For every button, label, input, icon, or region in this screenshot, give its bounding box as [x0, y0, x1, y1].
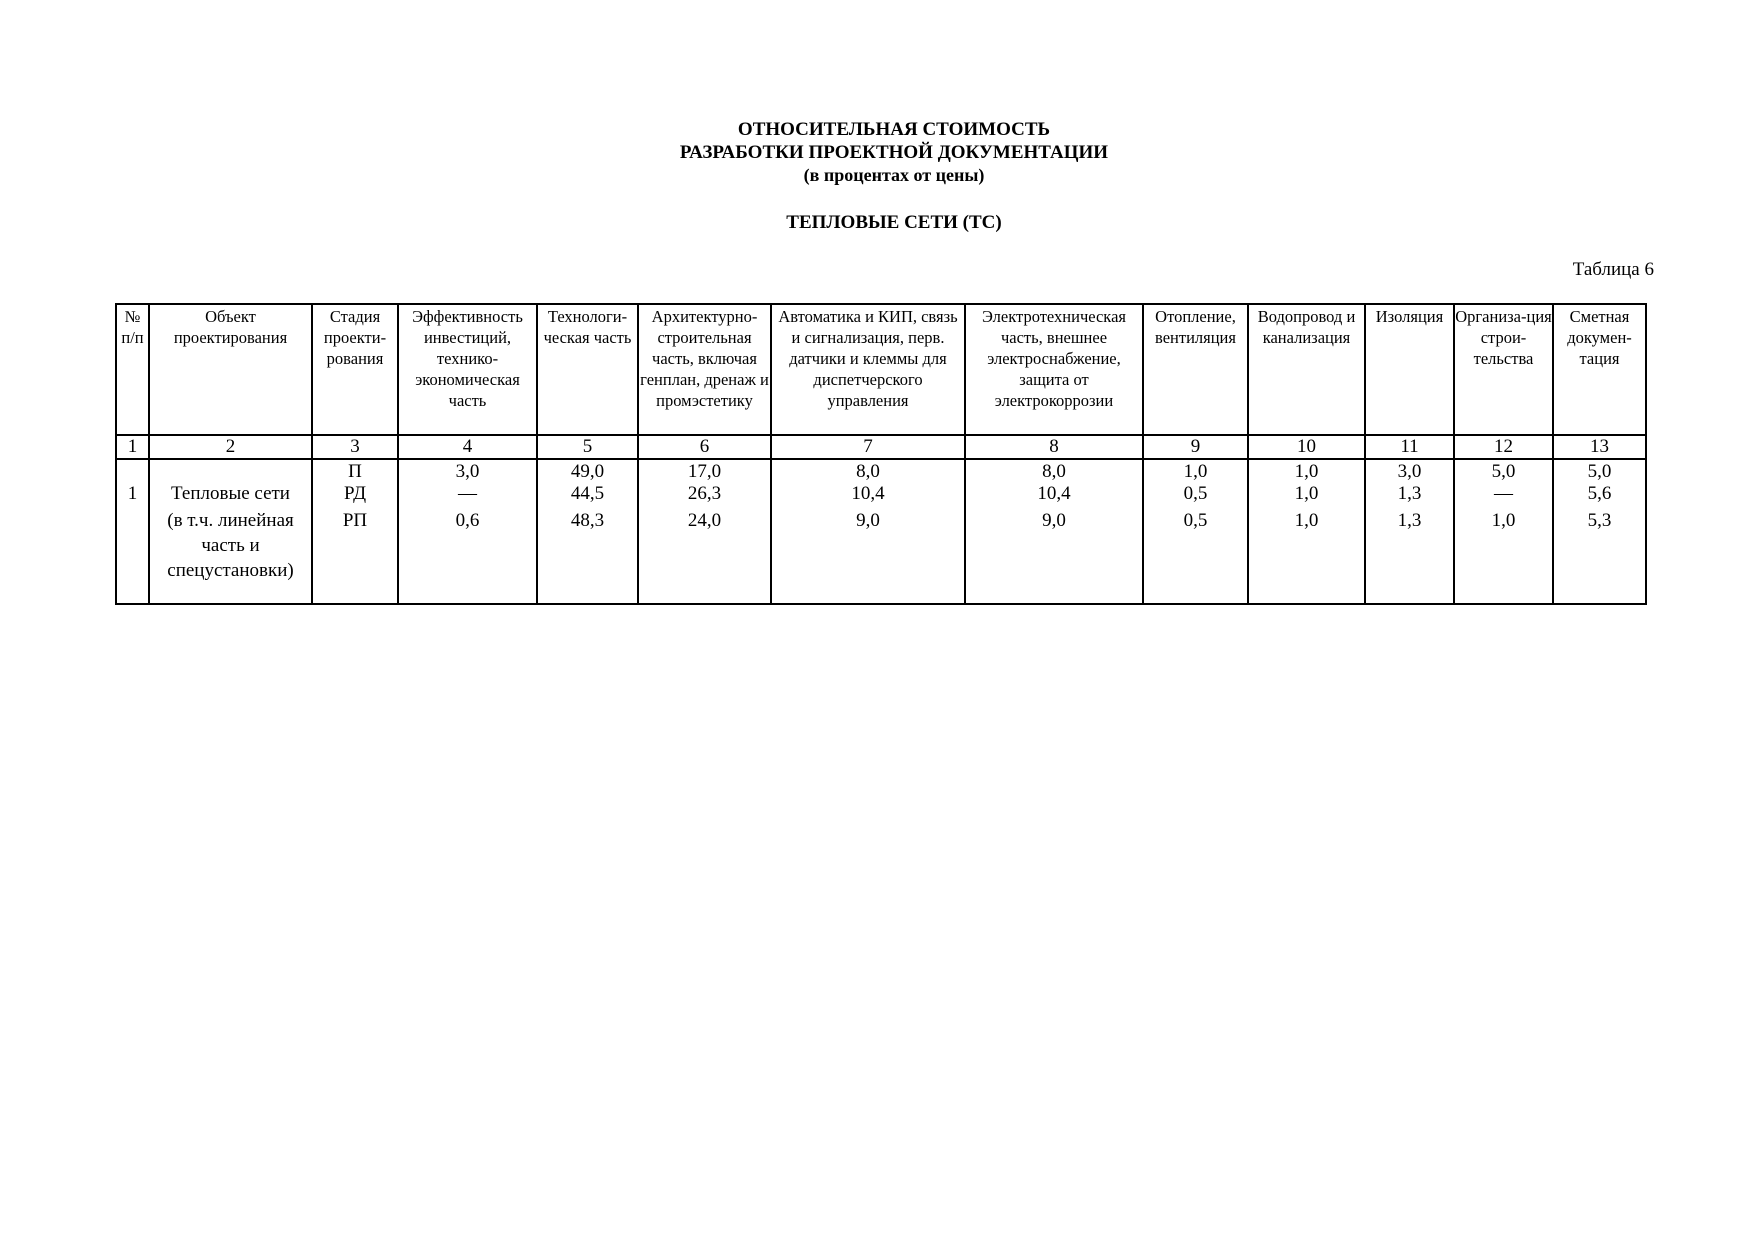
- value-cell: 1,0: [1248, 459, 1365, 483]
- value-cell: 0,5: [1143, 483, 1248, 507]
- table-label: Таблица 6: [1572, 259, 1654, 280]
- header-row: [116, 304, 1646, 435]
- value-cell: 26,3: [638, 483, 771, 507]
- value-cell: 17,0: [638, 459, 771, 483]
- value-cell: 49,0: [537, 459, 638, 483]
- value-cell: 48,3: [537, 507, 638, 604]
- title-line-2: РАЗРАБОТКИ ПРОЕКТНОЙ ДОКУМЕНТАЦИИ: [679, 142, 1109, 163]
- value-cell: 9,0: [771, 507, 965, 604]
- stage-cell: РД: [312, 483, 398, 507]
- column-number: 2: [149, 435, 312, 459]
- header-cell: Автоматика и КИП, связь и сигнализация, перв. датчики и клеммы для диспетчерского управления: [771, 304, 965, 435]
- value-cell: 1,0: [1143, 459, 1248, 483]
- value-cell: 5,6: [1553, 483, 1646, 507]
- value-cell: —: [398, 483, 537, 507]
- column-number: 7: [771, 435, 965, 459]
- section-title: ТЕПЛОВЫЕ СЕТИ (ТС): [786, 212, 1002, 233]
- value-cell: 10,4: [965, 483, 1143, 507]
- title-line-1: ОТНОСИТЕЛЬНАЯ СТОИМОСТЬ: [737, 119, 1051, 140]
- column-number: 4: [398, 435, 537, 459]
- column-number: 12: [1454, 435, 1553, 459]
- value-cell: 5,0: [1454, 459, 1553, 483]
- value-cell: 24,0: [638, 507, 771, 604]
- header-cell: Технологи-ческая часть: [537, 304, 638, 435]
- header-cell: Электротехническая часть, внешнее электроснабжение, защита от электрокоррозии: [965, 304, 1143, 435]
- table-row: [116, 459, 1646, 483]
- title-line-3: (в процентах от цены): [803, 165, 985, 185]
- header-cell: Эффективность инвестиций, технико-экономическая часть: [398, 304, 537, 435]
- value-cell: 1,0: [1248, 507, 1365, 604]
- column-number: 10: [1248, 435, 1365, 459]
- value-cell: —: [1454, 483, 1553, 507]
- value-cell: 44,5: [537, 483, 638, 507]
- value-cell: 5,3: [1553, 507, 1646, 604]
- header-cell: № п/п: [116, 304, 149, 435]
- column-number: 6: [638, 435, 771, 459]
- header-cell: Объект проектирования: [149, 304, 312, 435]
- column-number: 5: [537, 435, 638, 459]
- value-cell: 3,0: [1365, 459, 1454, 483]
- value-cell: 1,0: [1248, 483, 1365, 507]
- header-cell: Отопление, вентиляция: [1143, 304, 1248, 435]
- header-cell: Стадия проекти-рования: [312, 304, 398, 435]
- value-cell: 3,0: [398, 459, 537, 483]
- column-number: 13: [1553, 435, 1646, 459]
- column-number: 3: [312, 435, 398, 459]
- table-row: [116, 483, 1646, 507]
- column-number: 1: [116, 435, 149, 459]
- value-cell: 0,6: [398, 507, 537, 604]
- header-cell: Организа-ция строи-тельства: [1454, 304, 1553, 435]
- column-number: 11: [1365, 435, 1454, 459]
- value-cell: 1,3: [1365, 483, 1454, 507]
- value-cell: 0,5: [1143, 507, 1248, 604]
- column-number-row: [116, 435, 1646, 459]
- stage-cell: РП: [312, 507, 398, 604]
- row-number: 1: [116, 483, 149, 507]
- value-cell: 8,0: [965, 459, 1143, 483]
- header-cell: Водопровод и канализация: [1248, 304, 1365, 435]
- header-cell: Сметная докумен-тация: [1553, 304, 1646, 435]
- header-cell: Архитектурно-строительная часть, включая генплан, дренаж и промэстетику: [638, 304, 771, 435]
- value-cell: 1,3: [1365, 507, 1454, 604]
- row-number-cell: [116, 507, 149, 604]
- stage-cell: П: [312, 459, 398, 483]
- object-cell: [149, 459, 312, 483]
- document-title: [0, 118, 1755, 187]
- row-number-cell: [116, 459, 149, 483]
- column-number: 8: [965, 435, 1143, 459]
- value-cell: 1,0: [1454, 507, 1553, 604]
- table-row: [116, 507, 1646, 604]
- object-name: Тепловые сети: [149, 483, 312, 507]
- header-cell: Изоляция: [1365, 304, 1454, 435]
- value-cell: 10,4: [771, 483, 965, 507]
- object-name-detail: (в т.ч. линейная часть и спецустановки): [149, 507, 312, 604]
- value-cell: 8,0: [771, 459, 965, 483]
- cost-table: [115, 303, 1647, 605]
- value-cell: 9,0: [965, 507, 1143, 604]
- value-cell: 5,0: [1553, 459, 1646, 483]
- column-number: 9: [1143, 435, 1248, 459]
